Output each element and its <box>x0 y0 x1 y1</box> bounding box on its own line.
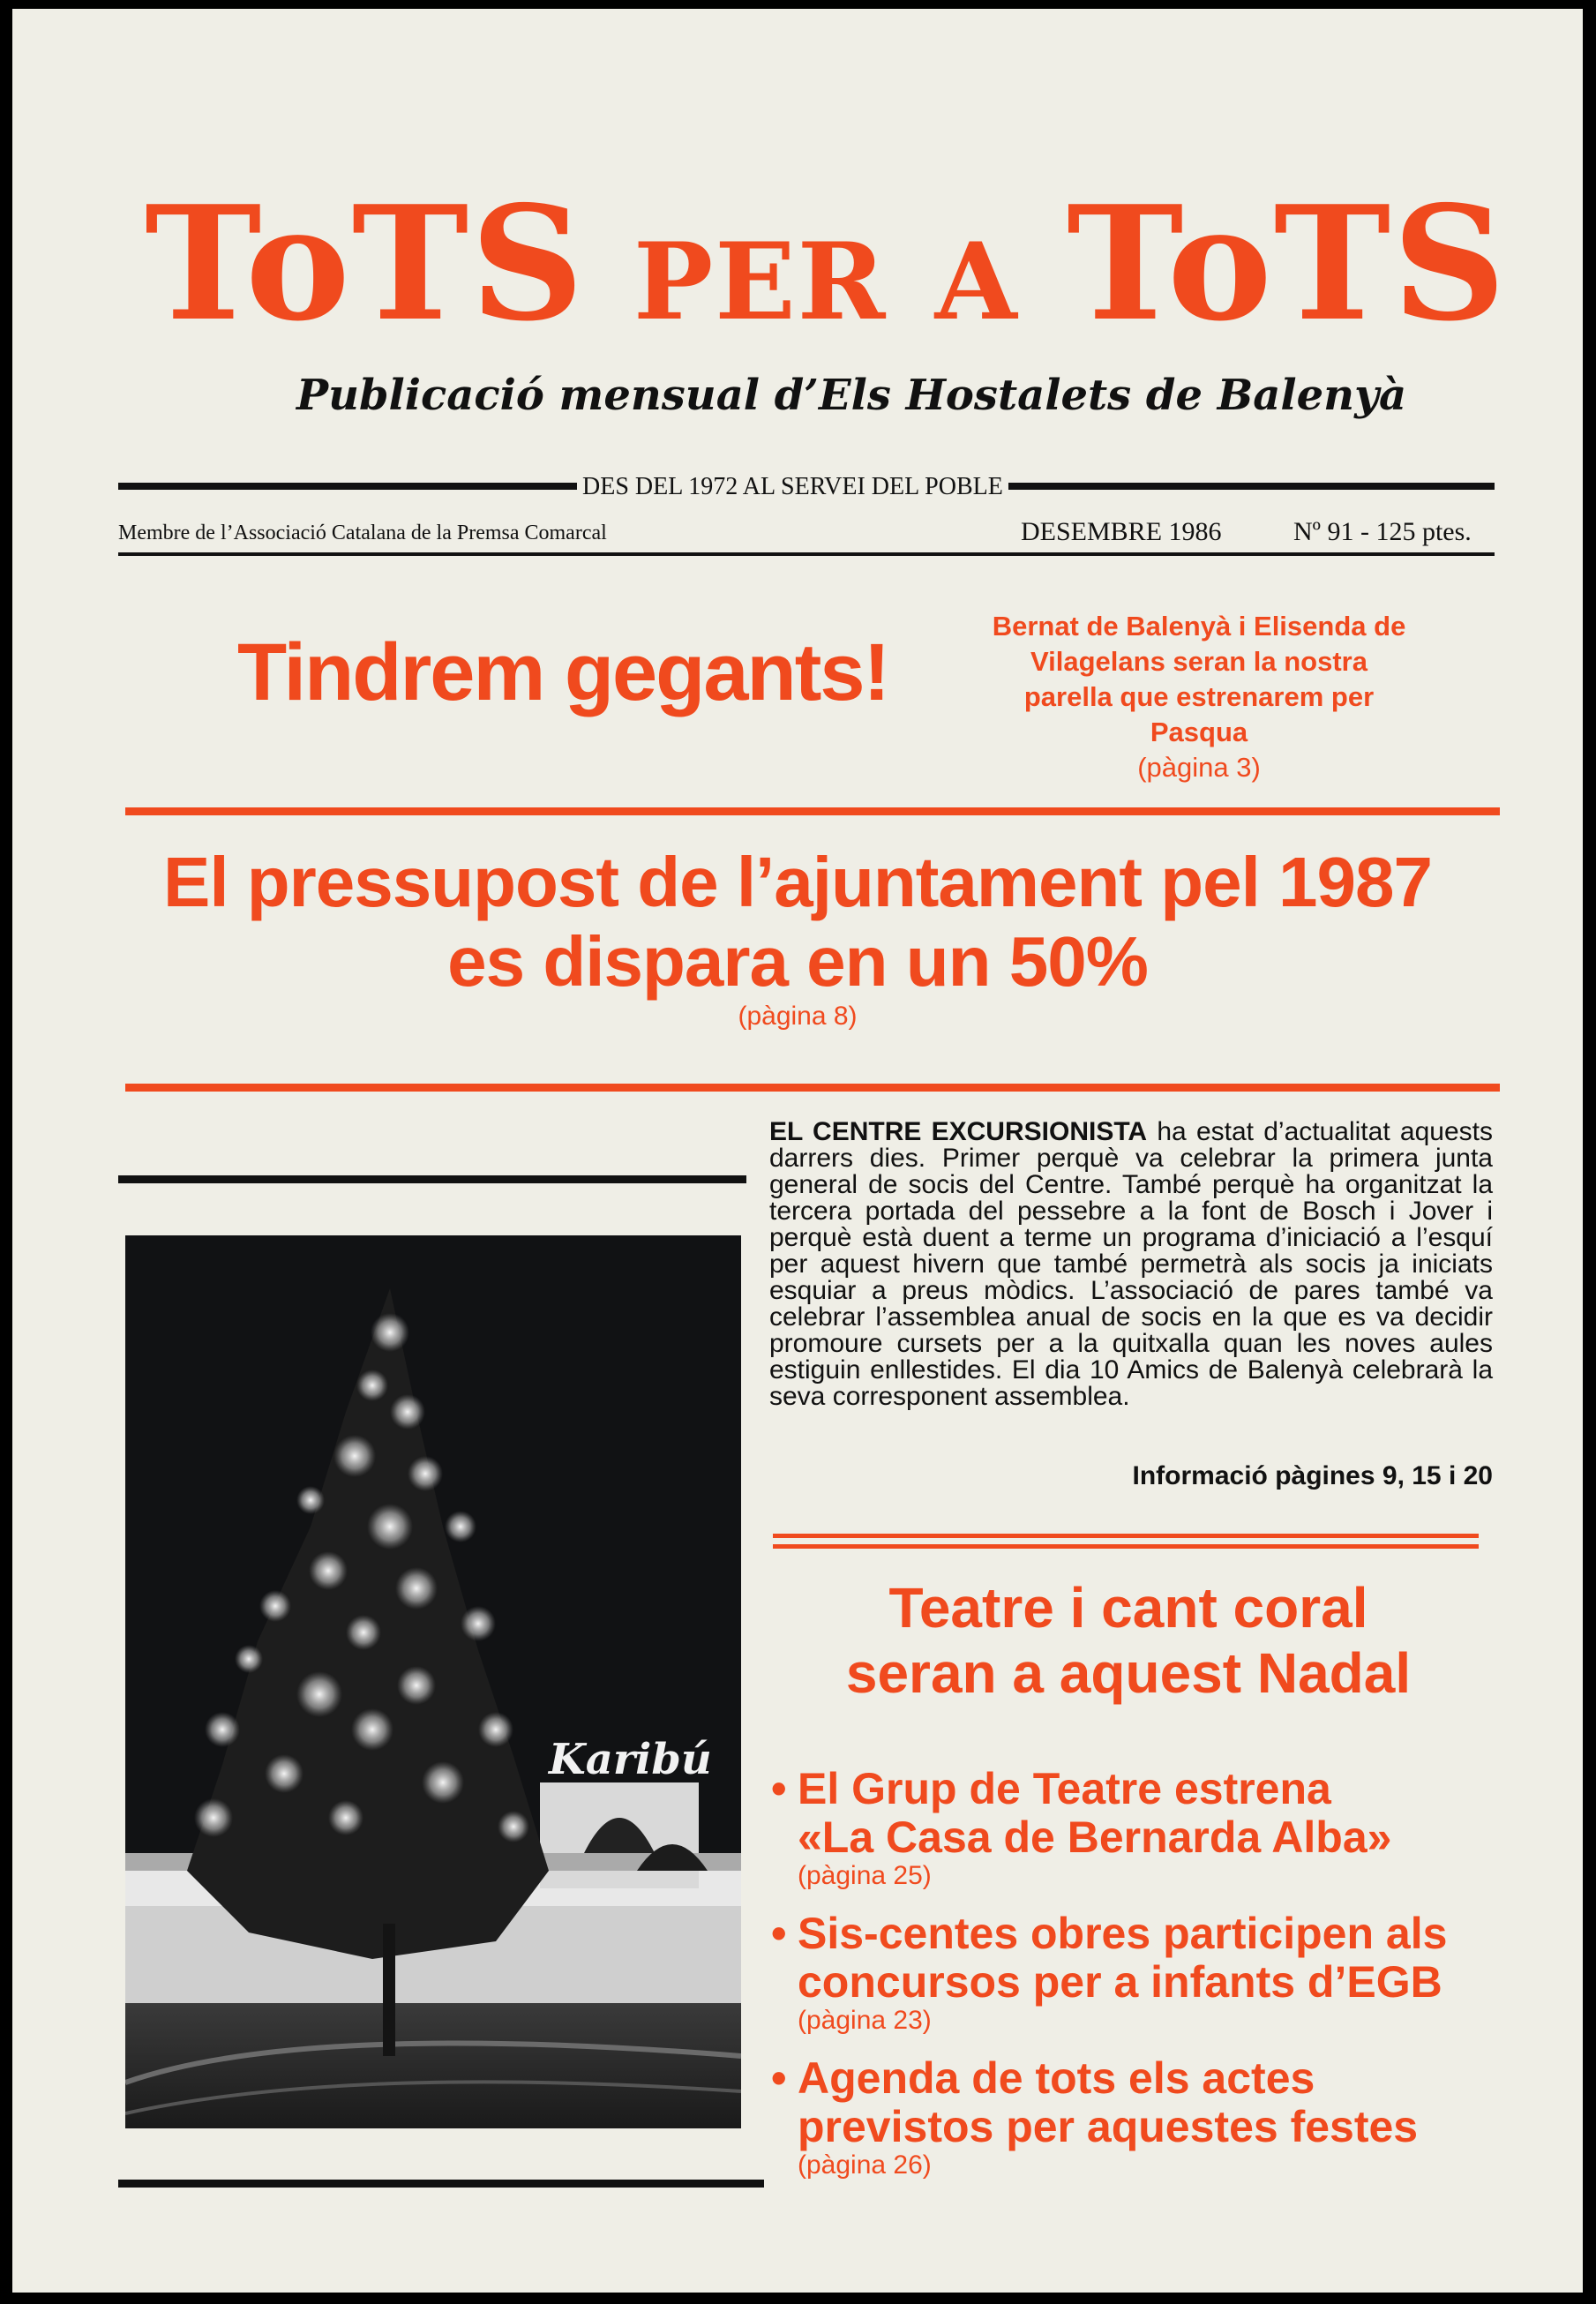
issue-number: Nº 91 - 125 ptes. <box>1293 517 1472 546</box>
christmas-headline <box>780 1575 1477 1706</box>
christmas-rule-2 <box>773 1544 1479 1549</box>
masthead-word-tots-2: ToTS <box>1067 171 1508 356</box>
masthead-word-tots-1: ToTS <box>145 171 586 356</box>
budget-page: (pàgina 8) <box>738 1002 858 1031</box>
christmas-item-line1: Sis-centes obres participen als <box>798 1909 1448 1958</box>
issue-date: DESEMBRE 1986 <box>1021 517 1222 546</box>
budget-rule <box>125 1084 1500 1092</box>
photo-sign-text: Karibú <box>549 1735 712 1784</box>
since-text: DES DEL 1972 AL SERVEI DEL POBLE <box>577 473 1008 501</box>
christmas-item-page: (pàgina 25) <box>798 1861 932 1890</box>
christmas-tree-photo <box>125 1235 741 2128</box>
budget-headline-line2: es dispara en un 50% <box>447 922 1148 1001</box>
budget-headline <box>118 843 1477 1002</box>
lead-side-body: Bernat de Balenyà i Elisenda de Vilagelans seran la nostra parella que estrenarem per Pasqua <box>992 611 1406 747</box>
christmas-headline-line2: seran a aquest Nadal <box>845 1641 1412 1705</box>
christmas-tree-illustration <box>125 1235 741 2128</box>
bullet-icon: • <box>771 1909 787 1958</box>
masthead-title <box>12 171 1583 356</box>
bullet-icon: • <box>771 2053 787 2103</box>
christmas-item-page: (pàgina 23) <box>798 2006 932 2035</box>
masthead-word-a: A <box>934 220 1019 344</box>
christmas-item <box>771 2054 1512 2180</box>
centre-lead: EL CENTRE EXCURSIONISTA <box>769 1117 1148 1146</box>
christmas-headline-line1: Teatre i cant coral <box>888 1576 1368 1640</box>
photo-bottom-rule <box>118 2180 764 2188</box>
christmas-item-line2: concursos per a infants d’EGB <box>798 1957 1442 2007</box>
lead-side-text <box>987 609 1411 785</box>
christmas-item-line2: «La Casa de Bernarda Alba» <box>798 1812 1392 1862</box>
lead-rule <box>125 807 1500 815</box>
christmas-item <box>771 1765 1512 1890</box>
christmas-item-page: (pàgina 26) <box>798 2150 932 2180</box>
masthead-word-per: PER <box>633 220 888 344</box>
dateline-rule <box>118 552 1495 556</box>
centre-info: Informació pàgines 9, 15 i 20 <box>1132 1461 1493 1490</box>
christmas-item-line1: Agenda de tots els actes <box>798 2053 1315 2103</box>
centre-body: ha estat d’actualitat aquests darrers dies. Primer perquè va celebrar la primera junta general de socis del Centre. També perquè ha organitzat la tercera portada del pessebre a la font de Bosch i Jover i perquè està duent a terme un programa d’iniciació a l’esquí per aquest hivern que també permetrà als socis ja iniciats esquiar a preus mòdics. L’associació de pares també va celebrar l’assemblea anual de socis en la que es va decidir promoure cursets per a la quitxalla quan les noves aules estiguin enllestides. El dia 10 Amics de Balenyà celebrarà la seva corresponent assemblea. <box>769 1117 1493 1411</box>
budget-headline-line1: El pressupost de l’ajuntament pel 1987 <box>162 843 1432 921</box>
newspaper-page <box>12 9 1583 2293</box>
lead-side-page: (pàgina 3) <box>1137 752 1261 783</box>
lead-headline: Tindrem gegants! <box>237 627 889 717</box>
christmas-item <box>771 1910 1512 2035</box>
member-text: Membre de l’Associació Catalana de la Premsa Comarcal <box>118 522 607 544</box>
bullet-icon: • <box>771 1764 787 1813</box>
christmas-item-line1: El Grup de Teatre estrena <box>798 1764 1331 1813</box>
centre-article <box>769 1119 1493 1410</box>
christmas-item-line2: previstos per aquestes festes <box>798 2102 1419 2151</box>
masthead-subtitle: Publicació mensual d’Els Hostalets de Balenyà <box>296 371 1407 420</box>
christmas-rule-1 <box>773 1534 1479 1538</box>
photo-top-rule <box>118 1175 746 1183</box>
